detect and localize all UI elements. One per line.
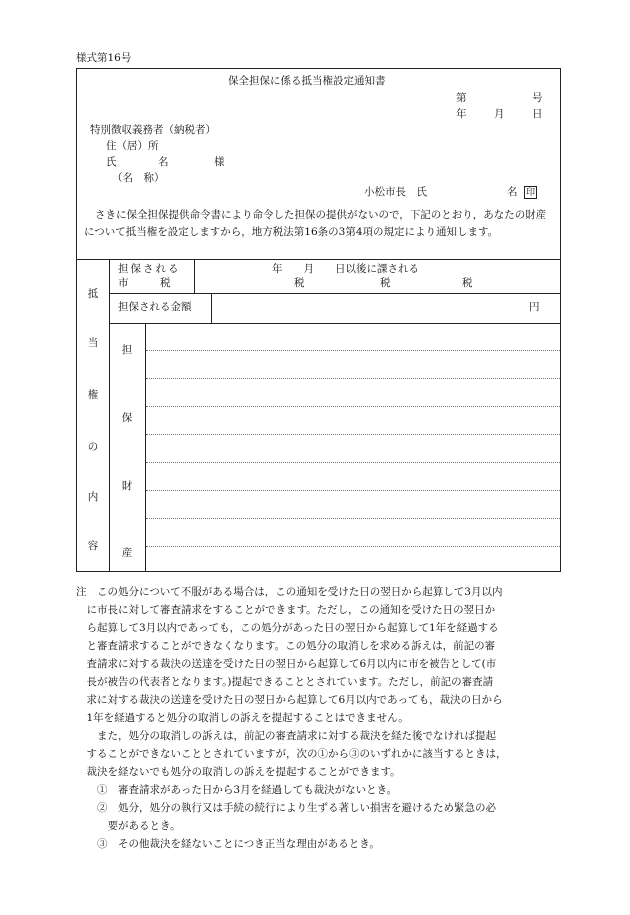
row2-label: 担保される金額 — [118, 301, 192, 313]
note-line: また，処分の取消しの訴えは，前記の審査請求に対する裁決を経た後でなければ提起 — [76, 730, 496, 742]
side-label-char: 当 — [87, 337, 99, 349]
asset-entry-line — [146, 378, 560, 379]
seal-mark: 印 — [525, 188, 535, 198]
asset-label-divider — [145, 323, 146, 572]
note-line: ① 審査請求があった日から3月を経過しても裁決がないとき。 — [76, 784, 398, 796]
note-line: と審査請求することができなくなります。この処分の取消しを求める訴えは，前記の審 — [76, 640, 496, 652]
name-label-2: 名 — [158, 156, 169, 168]
addressee-heading: 特別徴収義務者（納税者） — [90, 124, 216, 136]
note-line: 長が被告の代表者となります。)提起できることとされています。ただし，前記の審査請 — [76, 676, 494, 688]
note-line: 1年を経過すると処分の取消しの訴えを提起することはできません。 — [76, 712, 409, 724]
row2-unit: 円 — [529, 301, 540, 313]
asset-entry-line — [146, 490, 560, 491]
note-line: 注 この処分について不服がある場合は，この通知を受けた日の翌日から起算して3月以内 — [76, 586, 503, 598]
side-label-char: の — [87, 441, 99, 453]
row1-date-text: 年 月 日以後に課される — [272, 263, 419, 275]
asset-entry-line — [146, 406, 560, 407]
side-label-char: 権 — [87, 389, 99, 401]
table-side-divider — [109, 259, 110, 572]
document-title: 保全担保に係る抵当権設定通知書 — [228, 75, 386, 87]
doc-number-prefix: 第 — [456, 92, 467, 104]
note-line: 要があるとき。 — [76, 820, 181, 832]
row1-tax-3: 税 — [462, 277, 473, 289]
asset-entry-line — [146, 434, 560, 435]
issuer-name-char: 名 — [507, 186, 518, 198]
asset-entry-line — [146, 462, 560, 463]
row1-tax-1: 税 — [294, 277, 305, 289]
asset-label-char: 保 — [121, 412, 133, 424]
note-line: に市長に対して審査請求をすることができます。ただし，この通知を受けた日の翌日か — [76, 604, 496, 616]
address-label: 住（居）所 — [106, 140, 159, 152]
row1-tax-2: 税 — [380, 277, 391, 289]
note-line: ③ その他裁決を経ないことにつき正当な理由があるとき。 — [76, 838, 380, 850]
row2-bottom-line — [109, 323, 561, 324]
note-line: 求に対する裁決の送達を受けた日の翌日から起算して6月以内であっても，裁決の日から — [76, 694, 503, 706]
honorific: 様 — [214, 156, 225, 168]
date-day: 日 — [532, 108, 543, 120]
doc-number-suffix: 号 — [532, 92, 543, 104]
date-month: 月 — [494, 108, 505, 120]
issuer-title: 小松市長 氏 — [364, 186, 427, 198]
notes — [76, 583, 556, 853]
note-line: 裁決を経ないでも処分の取消しの訴えを提起することができます。 — [76, 766, 401, 778]
row1-label-line1: 担保される — [118, 263, 181, 275]
form-number: 様式第16号 — [76, 52, 132, 64]
side-label-char: 容 — [87, 540, 99, 552]
side-label-char: 抵 — [87, 288, 99, 300]
row2-label-divider — [211, 293, 212, 323]
row1-label-line2: 市 税 — [118, 277, 171, 289]
row1-label-divider — [194, 259, 195, 293]
note-line: ら起算して3月以内であっても，この処分があった日の翌日から起算して1年を経過する — [76, 622, 499, 634]
asset-label-char: 財 — [121, 480, 133, 492]
row1-bottom-line — [109, 293, 561, 294]
asset-entry-line — [146, 350, 560, 351]
asset-entry-line — [146, 546, 560, 547]
name-label-1: 氏 — [106, 156, 117, 168]
note-line: ② 処分，処分の執行又は手続の続行により生ずる著しい損害を避けるため緊急の必 — [76, 802, 496, 814]
asset-entry-line — [146, 518, 560, 519]
asset-label-char: 担 — [121, 344, 133, 356]
date-year: 年 — [456, 108, 467, 120]
corp-name-label: （名 称） — [112, 172, 165, 184]
asset-label-char: 産 — [121, 547, 133, 559]
table-top-line — [76, 259, 561, 260]
side-label-char: 内 — [87, 491, 99, 503]
note-line: 査請求に対する裁決の送達を受けた日の翌日から起算して6月以内に市を被告として(市 — [76, 658, 497, 670]
note-line: することができないこととされていますが，次の①から③のいずれかに該当するときは， — [76, 748, 507, 760]
intro-text: さきに保全担保提供命令書により命令した担保の提供がないので，下記のとおり，あなたの財産について抵当権を設定しますから，地方税法第16条の3第4項の規定により通知します。 — [84, 209, 547, 238]
